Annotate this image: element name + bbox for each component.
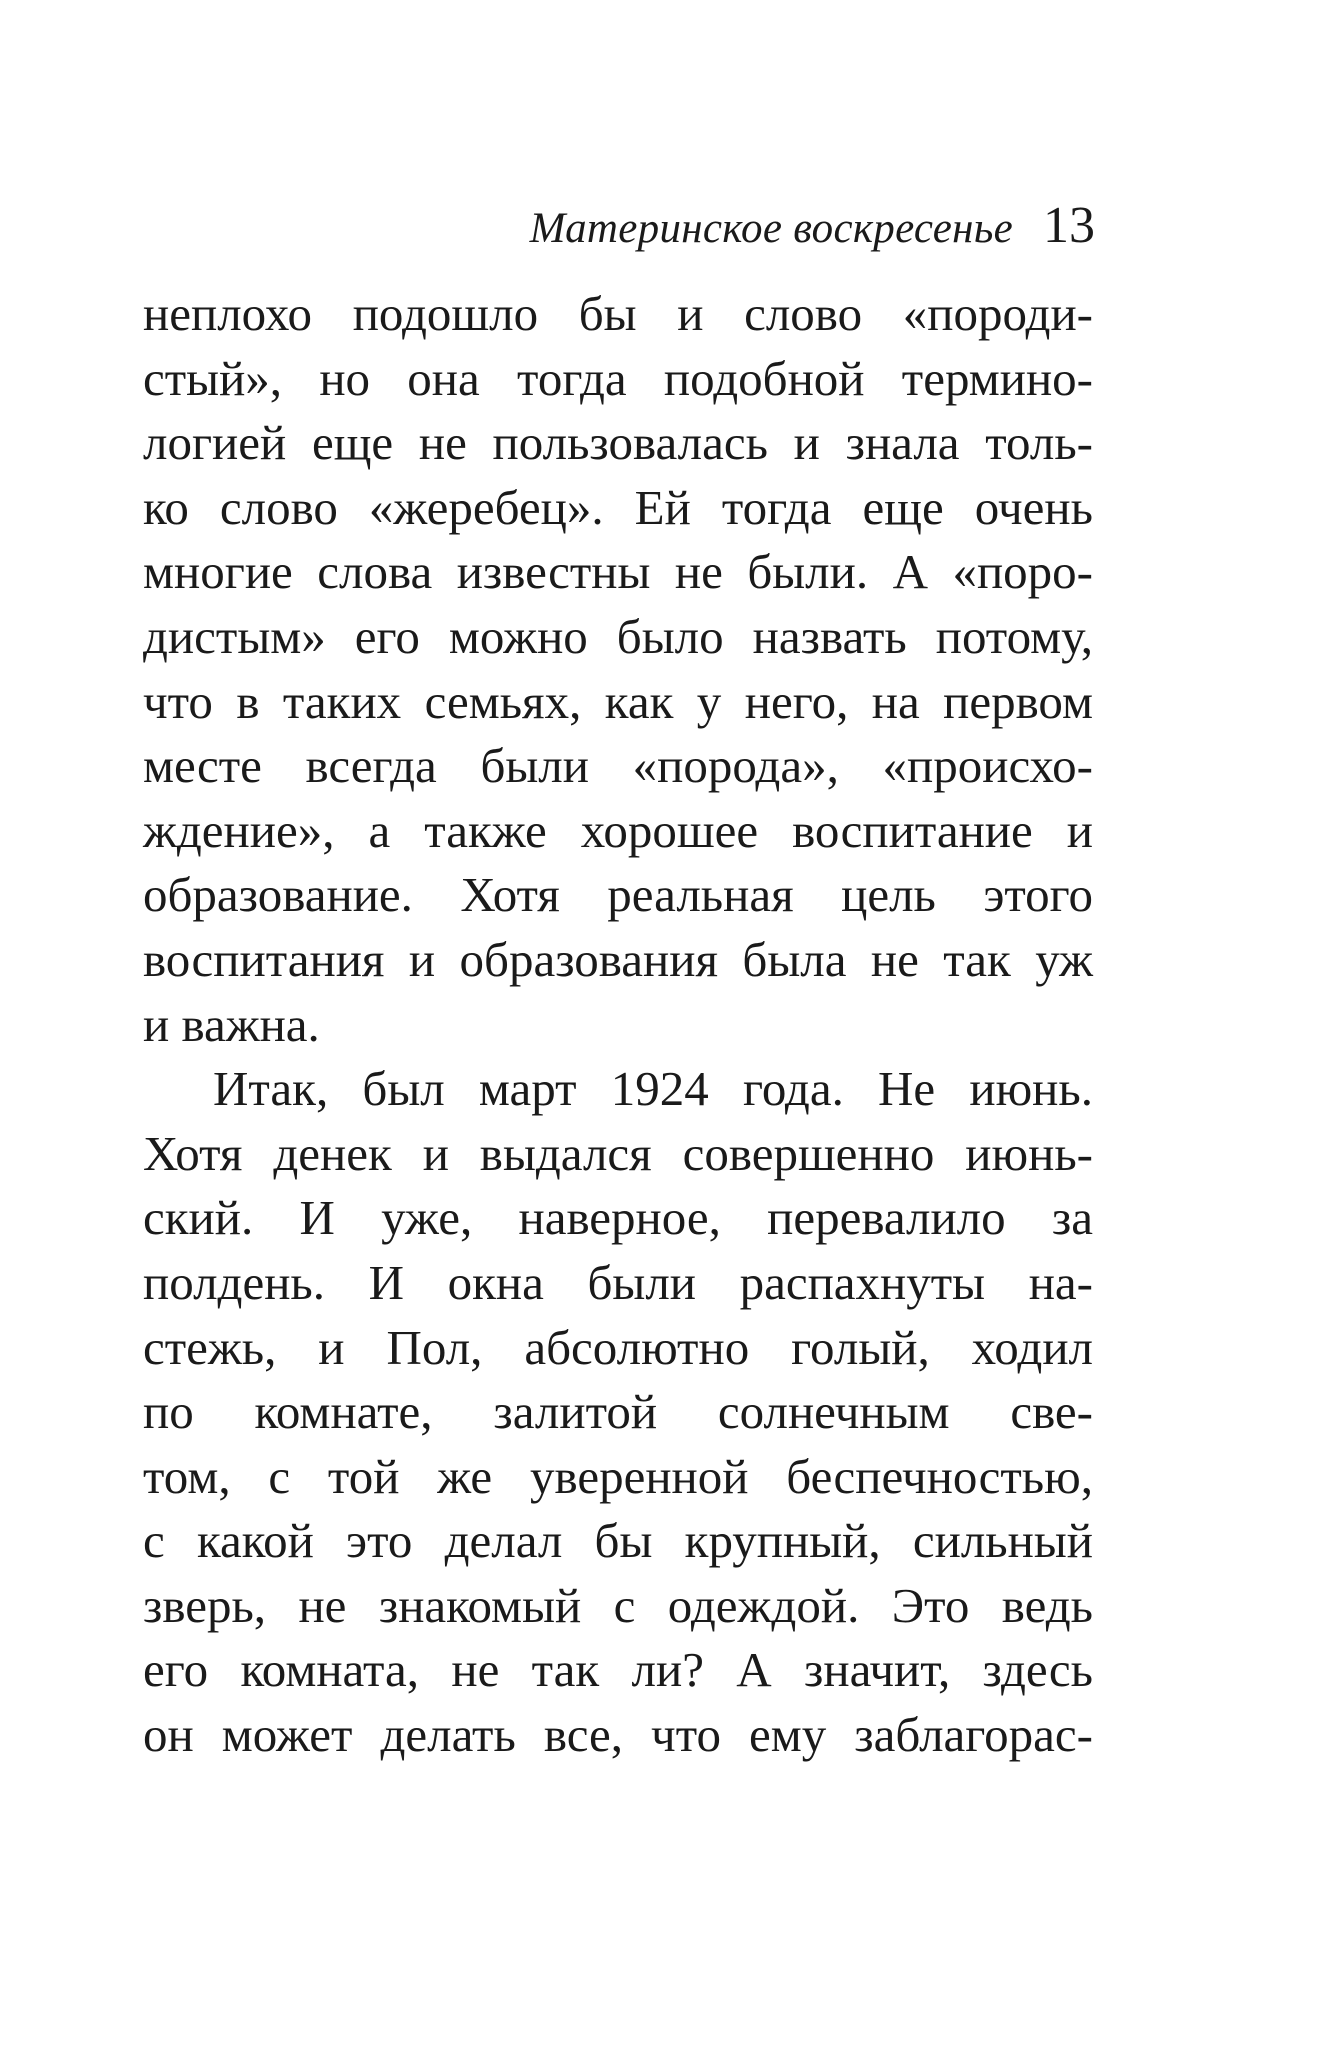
text-line: ко слово «жеребец». Ей тогда еще очень	[143, 479, 1093, 535]
text-line: что в таких семьях, как у него, на первом	[143, 673, 1093, 729]
running-title: Материнское воскресенье	[529, 205, 1013, 252]
text-line: ский. И уже, наверное, перевалило за	[143, 1190, 1093, 1246]
text-line: он может делать все, что ему заблагорас-	[143, 1707, 1093, 1763]
text-line: многие слова известны не были. А «поро-	[143, 544, 1093, 600]
paragraph-2	[143, 1057, 1093, 1768]
text-line: полдень. И окна были распахнуты на-	[143, 1254, 1093, 1310]
page-number: 13	[1043, 197, 1095, 254]
text-line: ждение», а также хорошее воспитание и	[143, 802, 1093, 858]
text-line: Итак, был март 1924 года. Не июнь.	[213, 1061, 1093, 1117]
text-line: зверь, не знакомый с одеждой. Это ведь	[143, 1577, 1093, 1633]
text-line: стежь, и Пол, абсолютно голый, ходил	[143, 1319, 1093, 1375]
page-header	[530, 196, 1095, 266]
text-line: Хотя денек и выдался совершенно июнь-	[143, 1125, 1093, 1181]
text-line: воспитания и образования была не так уж	[143, 931, 1093, 987]
text-line: логией еще не пользовалась и знала толь-	[143, 415, 1093, 471]
text-line: стый», но она тогда подобной термино-	[143, 350, 1093, 406]
text-line: его комната, не так ли? А значит, здесь	[143, 1642, 1093, 1698]
paragraph-1	[143, 282, 1093, 1057]
text-line: том, с той же уверенной беспечностью,	[143, 1448, 1093, 1504]
text-line: и важна.	[143, 996, 320, 1052]
text-line: по комнате, залитой солнечным све-	[143, 1384, 1093, 1440]
text-line: месте всегда были «порода», «происхо-	[143, 738, 1093, 794]
text-line: дистым» его можно было назвать потому,	[143, 608, 1093, 664]
text-line: неплохо подошло бы и слово «породи-	[143, 286, 1093, 341]
text-line: образование. Хотя реальная цель этого	[143, 867, 1093, 923]
body-text	[143, 282, 1093, 1768]
text-line: с какой это делал бы крупный, сильный	[143, 1513, 1093, 1569]
